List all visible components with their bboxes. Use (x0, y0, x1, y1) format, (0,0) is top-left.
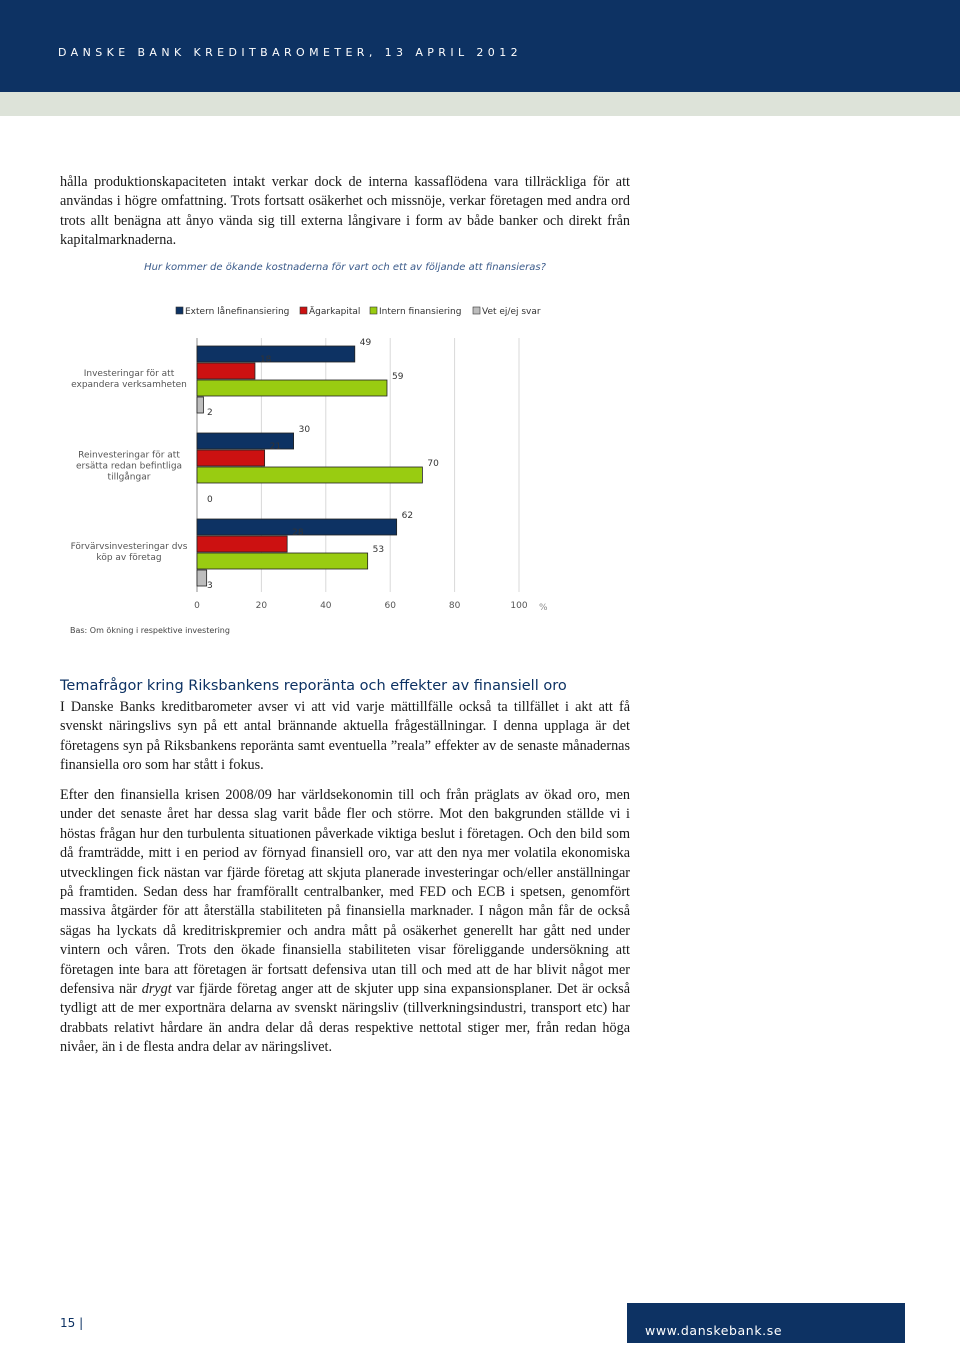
tick-label: 0 (194, 601, 200, 611)
financing-bar-chart (0, 290, 620, 650)
paragraph-2-text-b: var fjärde företag anger att de skjuter upp sina expansionsplaner. Det är också tydligt att de mer exportnära delarna av svenskt näringsliv (tillverkningsindustri, transport etc) har drabbats relativt hårdare än andra delar då deras respektive nettotal stiger mer, från redan höga nivåer, än i de flesta andra delar av näringslivet. (60, 981, 630, 1056)
legend-label: Ägarkapital (309, 307, 361, 317)
data-label: 3 (207, 581, 213, 591)
legend-swatch (370, 307, 377, 314)
header-title: DANSKE BANK KREDITBAROMETER, 13 APRIL 2012 (58, 46, 522, 59)
data-label: 0 (207, 495, 213, 505)
data-label: 28 (292, 528, 304, 538)
chart-footnote: Bas: Om ökning i respektive investering (70, 626, 230, 635)
legend-swatch (473, 307, 480, 314)
data-label: 21 (269, 442, 282, 452)
section-paragraph-2 (60, 786, 630, 1058)
header-bar (0, 0, 960, 92)
paragraph-2-emphasis: drygt (141, 981, 172, 998)
data-label: 53 (372, 545, 385, 555)
data-label: 30 (298, 425, 311, 435)
bar (197, 570, 207, 586)
tick-label: 40 (320, 601, 332, 611)
legend-label: Intern finansiering (379, 307, 462, 317)
data-label: 70 (427, 459, 439, 469)
legend-label: Extern lånefinansiering (185, 307, 290, 317)
category-label: ersätta redan befintliga (75, 461, 183, 472)
footer-url[interactable]: www.danskebank.se (645, 1323, 783, 1338)
footer-url-box (627, 1303, 905, 1343)
data-label: 18 (259, 355, 272, 365)
bar (197, 536, 287, 552)
bar (197, 397, 203, 413)
tick-label: 100 (510, 601, 528, 611)
section-heading: Temafrågor kring Riksbankens reporänta och effekter av finansiell oro (60, 678, 567, 694)
legend-label: Vet ej/ej svar (482, 307, 541, 317)
tick-label: 80 (448, 601, 461, 611)
chart-question: Hur kommer de ökande kostnaderna för vart och ett av följande att finansieras? (144, 262, 546, 273)
category-label: köp av företag (96, 553, 162, 563)
bar (197, 467, 422, 483)
intro-paragraph: hålla produktionskapaciteten intakt verkar dock de interna kassaflödena vara tillräckliga för att användas i högre omfattning. Trots fortsatt osäkerhet och missnöje, verkar företagen med andra ord trots allt benägna att ånyo vända sig till externa långivare i form av både banker och direkt från kapitalmarknaderna. (60, 174, 630, 249)
tick-label: 20 (255, 601, 268, 611)
category-label: expandera verksamheten (71, 380, 187, 390)
data-label: 49 (359, 338, 372, 348)
category-label: Reinvesteringar för att (78, 450, 180, 461)
bar (197, 380, 387, 396)
category-label: Investeringar för att (83, 369, 175, 379)
axis-unit: % (539, 603, 548, 613)
page-number: 15 | (60, 1316, 84, 1330)
bar (197, 363, 255, 379)
bar (197, 553, 368, 569)
legend-swatch (176, 307, 183, 314)
category-label: tillgångar (107, 472, 151, 483)
data-label: 2 (207, 408, 213, 418)
data-label: 59 (391, 372, 404, 382)
section-paragraph-1: I Danske Banks kreditbarometer avser vi att vid varje mättillfälle också ta tillfället i akt att få svenskt näringslivs syn på ett antal brännande aktuella frågeställningar. I denna upplaga är det företagens syn på Riksbankens reporänta samt eventuella ”reala” effekter av de senaste månadernas finansiella oro som har stått i fokus. (60, 699, 630, 774)
bar (197, 450, 265, 466)
bar (197, 346, 355, 362)
legend-swatch (300, 307, 307, 314)
header-subbar (0, 92, 960, 116)
category-label: Förvärvsinvesteringar dvs (70, 542, 188, 552)
tick-label: 60 (384, 601, 396, 611)
paragraph-2-text-a: Efter den finansiella krisen 2008/09 har världsekonomin till och från präglats av ökad oro, men under det senaste året har dessa slag varit både fler och större. Mot den bakgrunden ställde vi i höstas frågan hur den turbulenta situationen påverkade viktiga beslut i företagen. Och den bild som då framträdde, mitt i en period av förnyad finansiell oro, var att den nya mer volatila ekonomiska utvecklingen fick nästan var fjärde företag att skjuta planerade investeringar och/eller anställningar på framtiden. Sedan dess har framförallt centralbanker, med FED och ECB i spetsen, genomfört massiva åtgärder för att återställa stabiliteten på finansiella marknader. I någon mån får de också sägas ha lyckats då kreditriskpremier och andra mått på osäkerhet generellt har gått ned under vintern och våren. Trots den ökade finansiella stabiliteten visar föreliggande undersökning att företagen inte bara att företagen är fortsatt defensiva utan till och med att de har blivit något mer defensiva när (60, 787, 630, 998)
data-label: 62 (401, 511, 414, 521)
